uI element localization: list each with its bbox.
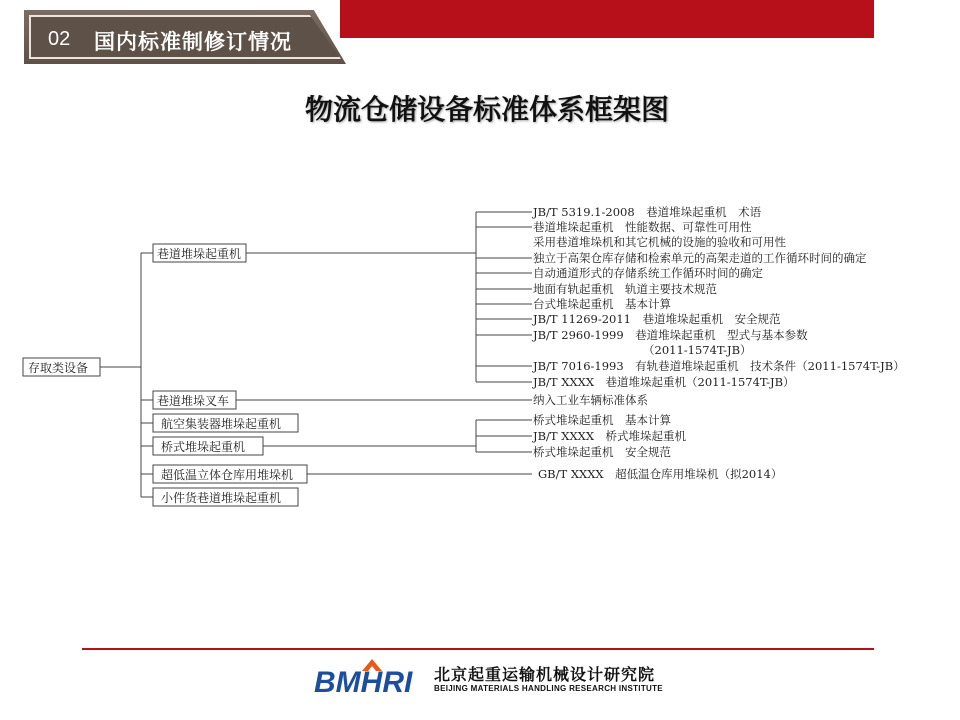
standard-item: 地面有轨起重机 轨道主要技术规范 <box>533 282 717 296</box>
org-name-en: BEIJING MATERIALS HANDLING RESEARCH INSTITUTE <box>434 684 663 693</box>
section-number: 02 <box>48 28 71 50</box>
standard-item: GB/T XXXX 超低温仓库用堆垛机（拟2014） <box>538 467 783 481</box>
standard-item: 采用巷道堆垛机和其它机械的设施的验收和可用性 <box>533 235 786 249</box>
category-stacker-forklift: 巷道堆垛叉车 <box>157 394 230 408</box>
root-node-label: 存取类设备 <box>28 361 89 375</box>
category-bridge-stacker: 桥式堆垛起重机 <box>161 440 246 454</box>
standard-item: 桥式堆垛起重机 安全规范 <box>533 445 671 459</box>
org-name-cn: 北京起重运输机械设计研究院 <box>434 665 656 684</box>
standard-item: JB/T XXXX 巷道堆垛起重机（2011-1574T-JB） <box>533 375 795 389</box>
logo-wordmark: BMHRI <box>314 666 413 695</box>
footer-divider <box>82 648 874 650</box>
standard-item: 巷道堆垛起重机 性能数据、可靠性可用性 <box>533 220 752 234</box>
category-air-container-stacker: 航空集装器堆垛起重机 <box>161 417 282 431</box>
standard-item: JB/T 5319.1-2008 巷道堆垛起重机 术语 <box>533 205 762 219</box>
standard-item: 桥式堆垛起重机 基本计算 <box>533 413 671 427</box>
standard-item: 自动通道形式的存储系统工作循环时间的确定 <box>533 266 763 280</box>
standard-item: JB/T 2960-1999 巷道堆垛起重机 型式与基本参数 <box>533 328 808 342</box>
standard-item: JB/T 11269-2011 巷道堆垛起重机 安全规范 <box>533 312 781 326</box>
standard-item: 台式堆垛起重机 基本计算 <box>533 297 671 311</box>
standard-item: JB/T 7016-1993 有轨巷道堆垛起重机 技术条件（2011-1574T-JB） <box>533 359 905 373</box>
standard-labels <box>532 205 905 481</box>
standard-item: JB/T XXXX 桥式堆垛起重机 <box>533 429 687 443</box>
page-title: 物流仓储设备标准体系框架图 <box>304 93 669 126</box>
bmhri-logo-icon <box>314 657 426 695</box>
standard-item: 独立于高架仓库存储和检索单元的高架走道的工作循环时间的确定 <box>533 251 867 265</box>
section-title: 国内标准制修订情况 <box>94 30 292 54</box>
category-low-temp-stacker: 超低温立体仓库用堆垛机 <box>161 468 294 482</box>
standard-item-continuation: （2011-1574T-JB） <box>643 343 752 357</box>
category-small-parts-stacker: 小件货巷道堆垛起重机 <box>161 491 282 505</box>
node-boxes <box>23 244 307 506</box>
standard-item: 纳入工业车辆标准体系 <box>533 393 648 407</box>
category-stacker-crane: 巷道堆垛起重机 <box>157 247 242 261</box>
